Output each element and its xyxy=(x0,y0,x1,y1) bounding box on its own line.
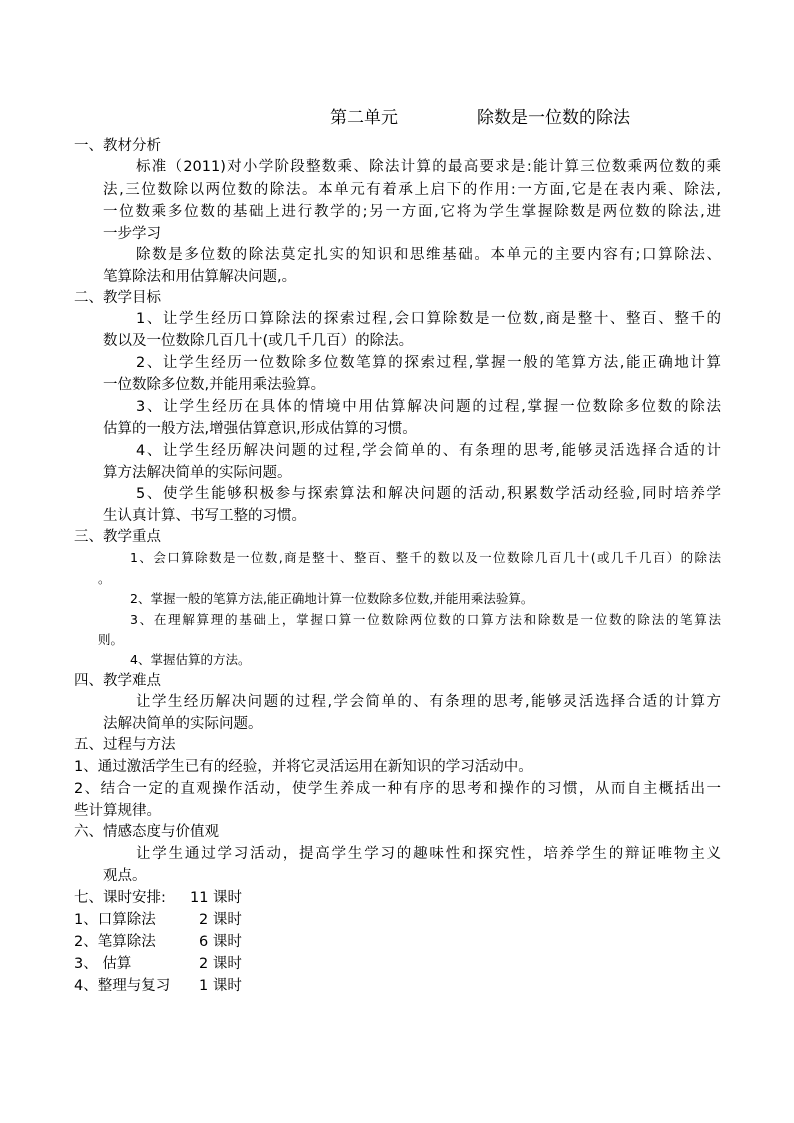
key-point-line: 2、掌握一般的笔算方法,能正确地计算一位数除多位数,并能用乘法验算。 xyxy=(130,591,534,606)
difficulty-line: 法解决简单的实际问题。 xyxy=(103,716,263,732)
section-heading-1: 一、教材分析 xyxy=(74,138,161,154)
schedule-item-name: 2、笔算除法 xyxy=(74,934,156,950)
section-heading-4: 四、教学难点 xyxy=(74,673,161,689)
goal-line: 5、使学生能够积极参与探索算法和解决问题的活动,积累数学活动经验,同时培养学 xyxy=(136,486,721,502)
title-name: 除数是一位数的除法 xyxy=(477,108,630,128)
goal-line: 3、让学生经历在具体的情境中用估算解决问题的过程,掌握一位数除多位数的除法 xyxy=(136,399,721,415)
attitude-line: 观点。 xyxy=(103,868,147,884)
goal-line: 生认真计算、书写工整的习惯。 xyxy=(103,508,306,524)
section-heading-5: 五、过程与方法 xyxy=(74,737,176,753)
method-line: 1、通过激活学生已有的经验，并将它灵活运用在新知识的学习活动中。 xyxy=(74,759,533,775)
section-heading-6: 六、情感态度与价值观 xyxy=(74,824,219,840)
document-title xyxy=(0,106,794,130)
paragraph-line: 法,三位数除以两位数的除法。本单元有着承上启下的作用:一方面,它是在表内乘、除法, xyxy=(103,182,721,198)
title-unit: 第二单元 xyxy=(330,108,398,128)
difficulty-line: 让学生经历解决问题的过程,学会简单的、有条理的思考,能够灵活选择合适的计算方 xyxy=(136,694,721,710)
attitude-line: 让学生通过学习活动，提高学生学习的趣味性和探究性，培养学生的辩证唯物主义 xyxy=(136,846,721,862)
goal-line: 一位数除多位数,并能用乘法验算。 xyxy=(103,377,326,393)
schedule-item-hours: 6 课时 xyxy=(199,934,242,950)
section-heading-3: 三、教学重点 xyxy=(74,529,161,545)
method-line: 2、结合一定的直观操作活动，使学生养成一种有序的思考和操作的习惯，从而自主概括出一 xyxy=(74,781,721,797)
goal-line: 算方法解决简单的实际问题。 xyxy=(103,465,292,481)
paragraph-line: 笔算除法和用估算解决问题,。 xyxy=(103,269,297,285)
goal-line: 1、让学生经历口算除法的探索过程,会口算除数是一位数,商是整十、整百、整千的 xyxy=(136,311,721,327)
method-line: 些计算规律。 xyxy=(74,803,161,819)
key-point-line: 4、掌握估算的方法。 xyxy=(130,652,251,667)
goal-line: 估算的一般方法,增强估算意识,形成估算的习惯。 xyxy=(103,421,417,437)
section-heading-7: 七、课时安排: xyxy=(74,890,166,906)
schedule-item-name: 3、 估算 xyxy=(74,956,132,972)
goal-line: 2、让学生经历一位数除多位数笔算的探索过程,掌握一般的笔算方法,能正确地计算 xyxy=(136,355,721,371)
key-point-line: 则。 xyxy=(98,632,124,647)
schedule-item-hours: 2 课时 xyxy=(199,912,242,928)
schedule-item-name: 1、口算除法 xyxy=(74,912,156,928)
paragraph-line: 除数是多位数的除法莫定扎实的知识和思维基础。本单元的主要内容有;口算除法、 xyxy=(136,247,721,263)
section-heading-2: 二、教学目标 xyxy=(74,290,161,306)
paragraph-line: 标准（2011)对小学阶段整数乘、除法计算的最高要求是:能计算三位数乘两位数的乘 xyxy=(136,159,721,175)
key-point-line: 1、会口算除数是一位数,商是整十、整百、整千的数以及一位数除几百几十(或几千几百）的除法 xyxy=(130,550,721,565)
schedule-item-hours: 2 课时 xyxy=(199,956,242,972)
paragraph-line: 一位数乘多位数的基础上进行教学的;另一方面,它将为学生掌握除数是两位数的除法,进 xyxy=(103,204,721,220)
goal-line: 数以及一位数除几百几十(或几千几百）的除法。 xyxy=(103,333,414,349)
schedule-item-name: 4、整理与复习 xyxy=(74,978,171,994)
schedule-item-hours: 1 课时 xyxy=(199,978,242,994)
key-point-line: 3、在理解算理的基础上，掌握口算一位数除两位数的口算方法和除数是一位数的除法的笔算法 xyxy=(130,612,721,627)
total-hours: 11 课时 xyxy=(190,890,243,906)
paragraph-line: 一步学习 xyxy=(103,226,161,242)
key-point-line: 。 xyxy=(98,571,111,586)
goal-line: 4、让学生经历解决问题的过程,学会简单的、有条理的思考,能够灵活选择合适的计 xyxy=(136,443,721,459)
